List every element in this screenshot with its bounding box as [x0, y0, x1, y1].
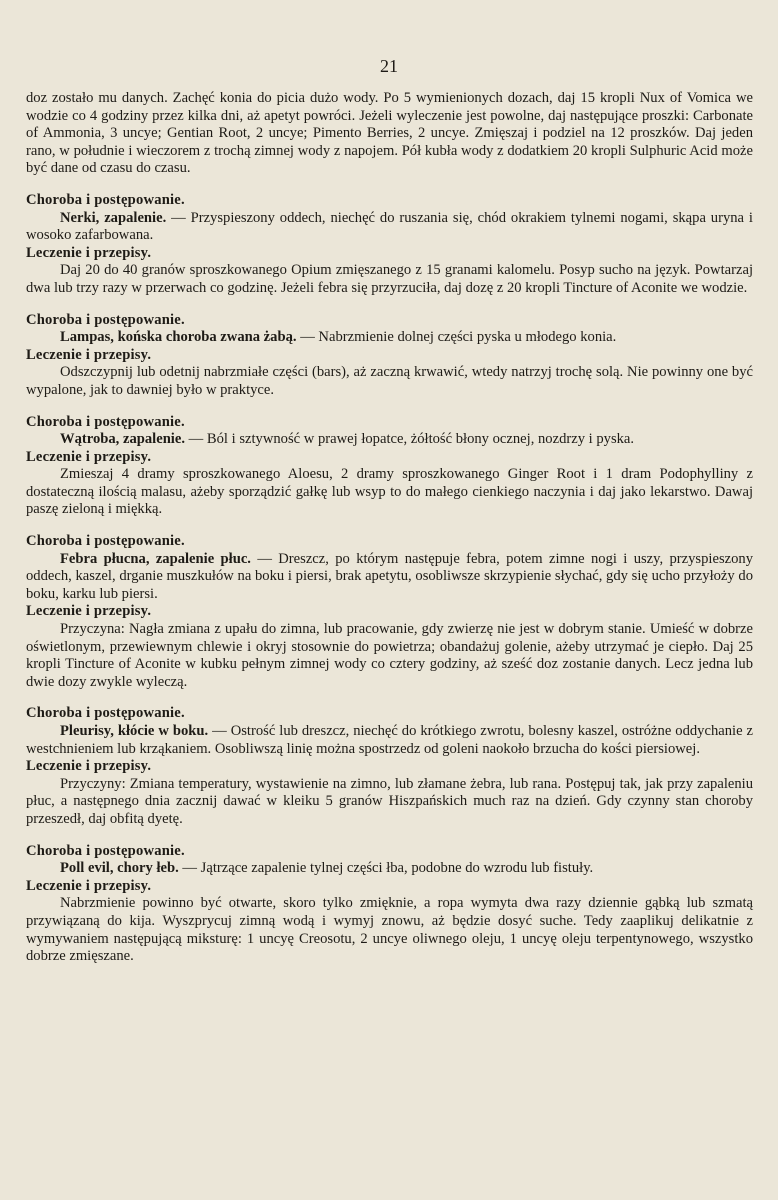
treatment-heading: Leczenie i przepisy. [26, 877, 152, 894]
symptoms-text: — Przyspieszony oddech, niechęć do ruszania się, chód okrakiem tylnemi nogami, skąpa uryna i wosoko zafarbowana. [26, 209, 753, 244]
treatment-text: Przyczyna: Nagła zmiana z upału do zimna, lub pracowanie, gdy zwierzę nie jest w dobrym stanie. Umieść w dobrze oświetlonym, przewiewnym chlewie i okryj stosownie do powietrza; obandażuj golenie, ażeby utrzymać je ciepło. Daj 25 kropli Tincture of Aconite w kubku pełnym zimnej wody co cztery godziny, aż sześć doz zostanie danych. Lecz jedna lub dwie dozy zwykle wyleczą. [26, 621, 753, 690]
symptoms-text: — Jątrzące zapalenie tylnej części łba, podobne do wzrodu lub fistuły. [182, 860, 594, 877]
disease-heading: Choroba i postępowanie. [26, 191, 185, 208]
section-poll-evil [26, 843, 753, 966]
treatment-text: Daj 20 do 40 granów sproszkowanego Opium zmięszanego z 15 granami kalomelu. Posyp sucho na język. Powtarzaj dwa lub trzy razy w przerwach co godzinę. Jeżeli febra się przyrzuciła, daj dozę z 20 kropli Tincture of Aconite we wodzie. [26, 262, 753, 296]
section-kidneys [26, 192, 753, 298]
treatment-text: Nabrzmienie powinno być otwarte, skoro tylko zmięknie, a ropa wymyta dwa razy dziennie gąbką lub szmatą przywiązaną do kija. Wyszprycuj zimną wodą i wymyj znowu, aż będzie dosyć suche. Tedy zaaplikuj delikatnie z wymywaniem następującą miksturę: 1 uncyę Creosotu, 2 uncye oliwnego oleju, 1 uncyę oleju terpentynowego, wszystko dobrze zmięszane. [26, 895, 753, 965]
disease-description [26, 860, 753, 878]
symptoms-text: — Dreszcz, po którym następuje febra, potem zimne nogi i uszy, przyspieszony oddech, kaszel, drganie muszkułów na boku i piersi, brak apetytu, osobliwsze skrzypienie słychać, gdy się ucho przyłoży do boku, karku lub piersi. [26, 550, 753, 602]
treatment-heading: Leczenie i przepisy. [26, 758, 152, 775]
disease-heading: Choroba i postępowanie. [26, 705, 185, 722]
page-number: 21 [380, 56, 398, 76]
page-text [26, 90, 753, 966]
treatment-heading: Leczenie i przepisy. [26, 244, 152, 261]
treatment-text: Przyczyny: Zmiana temperatury, wystawienie na zimno, lub złamane żebra, lub rana. Postępuj tak, jak przy zapaleniu płuc, a następnego dnia zacznij dawać w kleiku 5 granów Hiszpańskich much raz na dzień. Gdy czynny stan choroby przeszedł, daj obfitą dyetę. [26, 775, 753, 827]
disease-heading: Choroba i postępowanie. [26, 413, 185, 430]
disease-title: Febra płucna, zapalenie płuc. [60, 550, 251, 567]
section-lampas [26, 312, 753, 400]
section-pneumonia [26, 533, 753, 691]
disease-description [26, 723, 753, 758]
disease-title: Lampas, końska choroba zwana żabą. [60, 329, 297, 346]
disease-heading: Choroba i postępowanie. [26, 842, 185, 859]
disease-description [26, 329, 753, 347]
disease-title: Nerki, zapalenie. [60, 209, 167, 226]
disease-heading: Choroba i postępowanie. [26, 311, 185, 328]
disease-description [26, 431, 753, 449]
treatment-heading: Leczenie i przepisy. [26, 603, 152, 620]
section-pleurisy [26, 705, 753, 828]
treatment-text: Zmieszaj 4 dramy sproszkowanego Aloesu, 2 dramy sproszkowanego Ginger Root i 1 dram Podophylliny z dostateczną ilością malasu, ażeby sporządzić gałkę lub wsyp to do małego cienkiego naczynia i daj jako lekarstwo. Dawaj paszę zieloną i miękką. [26, 466, 753, 518]
disease-description [26, 210, 753, 245]
symptoms-text: — Nabrzmienie dolnej części pyska u młodego konia. [300, 329, 617, 346]
disease-description [26, 551, 753, 604]
treatment-heading: Leczenie i przepisy. [26, 448, 152, 465]
disease-heading: Choroba i postępowanie. [26, 533, 185, 550]
disease-title: Poll evil, chory łeb. [60, 860, 179, 877]
symptoms-text: — Ostrość lub dreszcz, niechęć do krótkiego zwrotu, bolesny kaszel, ostróżne oddychanie z westchnieniem lub krząkaniem. Osobliwszą linię można spostrzedz od goleni naokoło brzucha do kości piersiowej. [26, 723, 753, 757]
treatment-text: Odszczypnij lub odetnij nabrzmiałe części (bars), aż zaczną krwawić, wtedy natrzyj trochę solą. Nie powinny one być wypalone, jak to dawniej było w praktyce. [26, 364, 753, 398]
disease-title: Wątroba, zapalenie. [60, 431, 185, 448]
disease-title: Pleurisy, kłócie w boku. [60, 723, 209, 739]
section-liver [26, 414, 753, 520]
treatment-heading: Leczenie i przepisy. [26, 346, 152, 363]
intro-paragraph: doz zostało mu danych. Zachęć konia do picia dużo wody. Po 5 wymienionych dozach, daj 15 kropli Nux of Vomica we wodzie co 4 godziny przez kilka dni, aż apetyt powróci. Jeżeli wyleczenie jest powolne, daj następujące proszki: Carbonate of Ammonia, 3 uncye; Gentian Root, 2 uncye; Pimento Berries, 2 uncye. Zmięszaj i podziel na 12 proszków. Daj jeden rano, w południe i wieczorem z trochą zimnej wody z napojem. Pół kubła wody z dodatkiem 20 kropli Sulphuric Acid może być dane od czasu do czasu. [26, 90, 753, 177]
symptoms-text: — Ból i sztywność w prawej łopatce, żółtość błony ocznej, nozdrzy i pyska. [188, 431, 635, 448]
